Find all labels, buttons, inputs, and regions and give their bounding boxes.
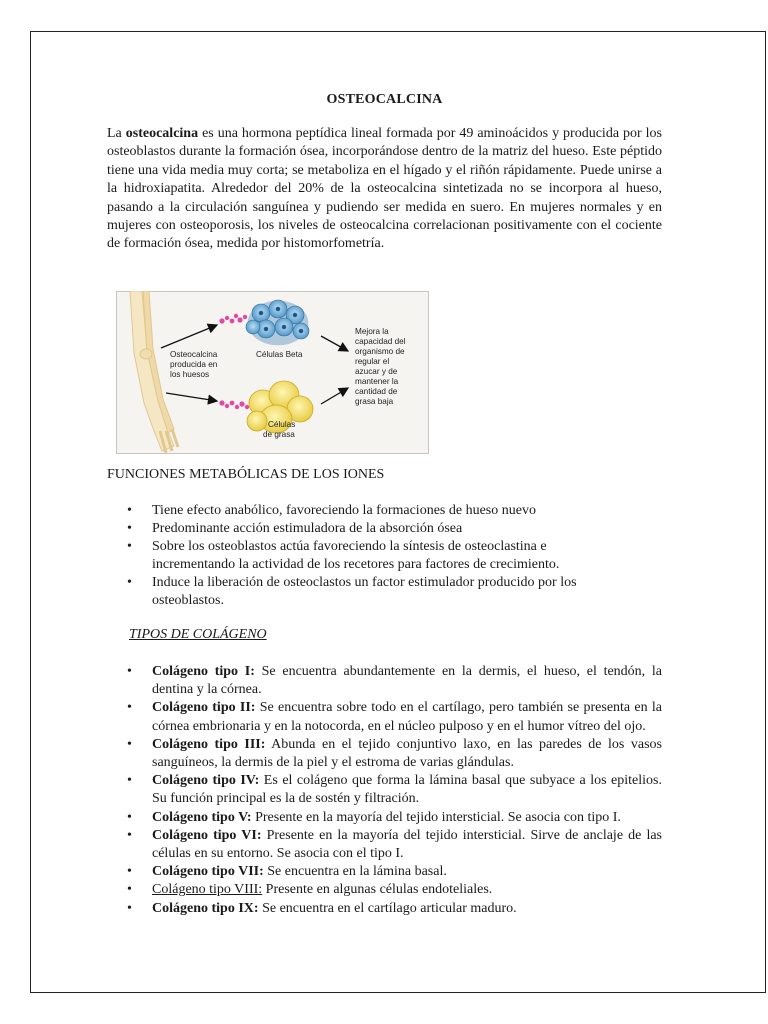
label-mejora-7: cantidad de [355,387,398,396]
funciones-heading: FUNCIONES METABÓLICAS DE LOS IONES [107,467,385,482]
label-mejora-5: azucar y de [355,367,398,376]
label-mejora-2: capacidad del [355,337,406,346]
collagen-type-name: Colágeno tipo IX: [152,900,259,916]
tipos-heading: TIPOS DE COLÁGENO [129,627,267,642]
list-item [107,663,662,699]
label-mejora-1: Mejora la [355,327,389,336]
collagen-type-text: Se encuentra en el cartílago articular maduro. [258,900,517,916]
intro-term: osteocalcina [125,126,199,141]
collagen-type-name: Colágeno tipo VIII: [152,882,263,898]
collagen-type-text: Se encuentra en la lámina basal. [263,864,447,880]
list-item: • Induce la liberación de osteoclastos un factor estimulador producido por los osteoblastos. [107,574,627,610]
label-mejora-6: mantener la [355,377,399,386]
funciones-list [107,502,627,610]
collagen-type-name: Colágeno tipo V: [152,809,252,825]
label-grasa-2: de grasa [263,430,295,439]
collagen-type-text: Presente en la mayoría del tejido intersticial. Se asocia con tipo I. [251,809,621,825]
document-title: OSTEOCALCINA [326,92,443,107]
label-mejora-4: regular el [355,357,390,366]
list-item [107,772,662,808]
intro-lead: La [107,126,126,141]
label-mejora-3: organismo de [355,347,405,356]
collagen-type-text: Abunda en el tejido conjuntivo laxo, en las paredes de los vasos sanguíneos, la dermis de la piel y el estroma de varias glándulas. [152,736,662,771]
list-item [107,900,662,918]
list-item [107,809,662,827]
collagen-type-name: Colágeno tipo III: [152,736,266,752]
intro-paragraph [107,125,662,254]
label-beta: Células Beta [256,350,303,359]
list-item: • Tiene efecto anabólico, favoreciendo la formaciones de hueso nuevo [107,502,627,520]
collagen-type-name: Colágeno tipo VII: [152,864,264,880]
collagen-type-text: Se encuentra abundantemente en la dermis, el hueso, el tendón, la dentina y la córnea. [152,664,662,698]
osteocalcin-diagram [116,291,429,454]
list-item [107,881,662,899]
label-osteocalcina-2: producida en [170,360,218,369]
collagen-type-text: Presente en algunas células endoteliales. [262,882,493,898]
osteocalcin-diagram-svg [116,291,429,454]
intro-body: es una hormona peptídica lineal formada por 49 aminoácidos y producida por los osteoblastos durante la formación ósea, incorporándose dentro de la matriz del hueso. Este péptido tiene una vida media muy corta; se metaboliza en el hígado y el riñón rápidamente. Puede unirse a la hidroxiapatita. Alrededor del 20% de la osteocalcina sintetizada no se incorpora al hueso, pasando a la circulación sanguínea y pudiendo ser medida en suero. En mujeres normales y en mujeres con osteoporosis, los niveles de osteocalcina correlacionan positivamente con el cociente de formación ósea, medida por histomorfometría. [107,126,663,252]
collagen-type-name: Colágeno tipo VI: [152,827,262,843]
list-item [107,863,662,881]
list-item [107,827,662,863]
collagen-type-text: Es el colágeno que forma la lámina basal que subyace a los epitelios. Su función principal es la de sostén y filtración. [152,773,662,807]
collagen-type-text: Se encuentra sobre todo en el cartílago, pero también se presenta en la córnea embrionaria y en la notocorda, en el núcleo pulposo y en el humor vítreo del ojo. [152,700,662,734]
tipos-list [107,663,662,918]
list-item [107,699,662,735]
collagen-type-name: Colágeno tipo II: [152,700,256,716]
collagen-type-text: Presente en la mayoría del tejido intersticial. Sirve de anclaje de las células en su entorno. Se asocia con el tipo I. [152,827,662,862]
label-grasa-1: Células [268,420,296,429]
list-item: • Predominante acción estimuladora de la absorción ósea [107,520,627,538]
label-mejora-8: grasa baja [355,397,394,406]
list-item: • Sobre los osteoblastos actúa favoreciendo la síntesis de osteoclastina e incrementando la actividad de los recetores para factores de crecimiento. [107,538,627,574]
collagen-type-name: Colágeno tipo IV: [152,773,260,789]
list-item [107,736,662,772]
label-osteocalcina-1: Osteocalcina [170,350,218,359]
label-osteocalcina-3: los huesos [170,370,210,379]
collagen-type-name: Colágeno tipo I: [152,664,255,679]
